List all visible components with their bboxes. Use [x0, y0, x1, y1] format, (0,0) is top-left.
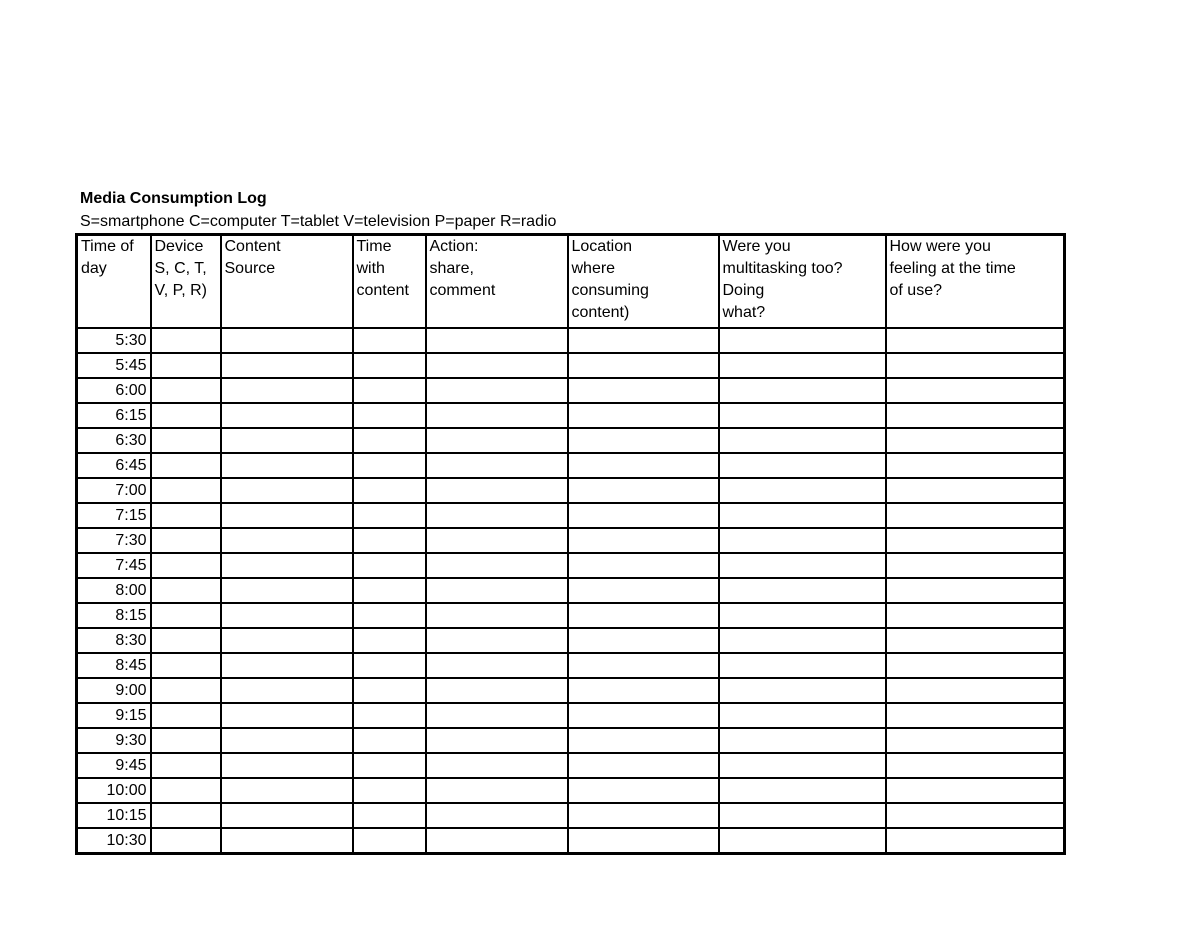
table-row — [77, 678, 1065, 703]
page-title: Media Consumption Log — [80, 190, 267, 207]
table-row — [77, 553, 1065, 578]
multitasking-cell[interactable] — [719, 628, 886, 653]
device-cell[interactable] — [151, 728, 221, 753]
time-cell: 9:45 — [77, 753, 151, 778]
multitasking-cell[interactable] — [719, 703, 886, 728]
header-row — [77, 235, 1065, 329]
action-cell[interactable] — [426, 353, 568, 378]
action-cell[interactable] — [426, 428, 568, 453]
time-cell: 7:30 — [77, 528, 151, 553]
device-cell[interactable] — [151, 653, 221, 678]
source-cell[interactable] — [221, 553, 353, 578]
feeling-cell[interactable] — [886, 653, 1065, 678]
device-cell[interactable] — [151, 753, 221, 778]
source-cell[interactable] — [221, 328, 353, 353]
multitasking-cell[interactable] — [719, 553, 886, 578]
action-cell[interactable] — [426, 803, 568, 828]
feeling-cell[interactable] — [886, 803, 1065, 828]
action-cell[interactable] — [426, 728, 568, 753]
action-cell[interactable] — [426, 528, 568, 553]
multitasking-cell[interactable] — [719, 653, 886, 678]
device-cell[interactable] — [151, 603, 221, 628]
multitasking-cell[interactable] — [719, 478, 886, 503]
location-cell[interactable] — [568, 428, 719, 453]
table-row — [77, 328, 1065, 353]
action-cell[interactable] — [426, 503, 568, 528]
duration-cell[interactable] — [353, 653, 426, 678]
time-cell: 8:30 — [77, 628, 151, 653]
feeling-cell[interactable] — [886, 453, 1065, 478]
multitasking-cell[interactable] — [719, 828, 886, 854]
source-cell[interactable] — [221, 478, 353, 503]
duration-cell[interactable] — [353, 578, 426, 603]
location-cell[interactable] — [568, 503, 719, 528]
table-row — [77, 778, 1065, 803]
feeling-cell[interactable] — [886, 528, 1065, 553]
duration-cell[interactable] — [353, 628, 426, 653]
source-cell[interactable] — [221, 778, 353, 803]
source-cell[interactable] — [221, 428, 353, 453]
time-cell: 9:00 — [77, 678, 151, 703]
time-cell: 7:15 — [77, 503, 151, 528]
duration-cell[interactable] — [353, 753, 426, 778]
feeling-cell[interactable] — [886, 353, 1065, 378]
action-cell[interactable] — [426, 553, 568, 578]
duration-cell[interactable] — [353, 828, 426, 854]
multitasking-cell[interactable] — [719, 403, 886, 428]
table-row — [77, 453, 1065, 478]
action-cell[interactable] — [426, 578, 568, 603]
feeling-cell[interactable] — [886, 378, 1065, 403]
duration-cell[interactable] — [353, 778, 426, 803]
duration-cell[interactable] — [353, 353, 426, 378]
table-row — [77, 378, 1065, 403]
time-cell: 8:15 — [77, 603, 151, 628]
action-cell[interactable] — [426, 628, 568, 653]
feeling-cell[interactable] — [886, 503, 1065, 528]
duration-cell[interactable] — [353, 528, 426, 553]
location-cell[interactable] — [568, 603, 719, 628]
device-cell[interactable] — [151, 803, 221, 828]
location-cell[interactable] — [568, 353, 719, 378]
duration-cell[interactable] — [353, 478, 426, 503]
device-cell[interactable] — [151, 453, 221, 478]
duration-cell[interactable] — [353, 403, 426, 428]
duration-cell[interactable] — [353, 503, 426, 528]
location-cell[interactable] — [568, 478, 719, 503]
table-row — [77, 653, 1065, 678]
location-cell[interactable] — [568, 728, 719, 753]
time-cell: 10:15 — [77, 803, 151, 828]
col-location: Location where consuming content) — [568, 235, 719, 329]
table-row — [77, 353, 1065, 378]
location-cell[interactable] — [568, 378, 719, 403]
table-row — [77, 828, 1065, 854]
multitasking-cell[interactable] — [719, 753, 886, 778]
location-cell[interactable] — [568, 703, 719, 728]
action-cell[interactable] — [426, 828, 568, 854]
table-row — [77, 603, 1065, 628]
source-cell[interactable] — [221, 828, 353, 854]
time-cell: 10:00 — [77, 778, 151, 803]
device-cell[interactable] — [151, 328, 221, 353]
source-cell[interactable] — [221, 378, 353, 403]
duration-cell[interactable] — [353, 453, 426, 478]
location-cell[interactable] — [568, 328, 719, 353]
device-cell[interactable] — [151, 678, 221, 703]
location-cell[interactable] — [568, 828, 719, 854]
device-cell[interactable] — [151, 403, 221, 428]
feeling-cell[interactable] — [886, 603, 1065, 628]
multitasking-cell[interactable] — [719, 778, 886, 803]
source-cell[interactable] — [221, 603, 353, 628]
feeling-cell[interactable] — [886, 403, 1065, 428]
log-body — [77, 328, 1065, 854]
source-cell[interactable] — [221, 578, 353, 603]
time-cell: 9:30 — [77, 728, 151, 753]
table-row — [77, 803, 1065, 828]
table-row — [77, 478, 1065, 503]
feeling-cell[interactable] — [886, 328, 1065, 353]
duration-cell[interactable] — [353, 703, 426, 728]
action-cell[interactable] — [426, 378, 568, 403]
source-cell[interactable] — [221, 353, 353, 378]
source-cell[interactable] — [221, 628, 353, 653]
feeling-cell[interactable] — [886, 553, 1065, 578]
time-cell: 6:45 — [77, 453, 151, 478]
table-row — [77, 628, 1065, 653]
time-cell: 5:30 — [77, 328, 151, 353]
source-cell[interactable] — [221, 453, 353, 478]
action-cell[interactable] — [426, 703, 568, 728]
action-cell[interactable] — [426, 328, 568, 353]
duration-cell[interactable] — [353, 728, 426, 753]
time-cell: 6:15 — [77, 403, 151, 428]
device-cell[interactable] — [151, 428, 221, 453]
duration-cell[interactable] — [353, 553, 426, 578]
action-cell[interactable] — [426, 753, 568, 778]
feeling-cell[interactable] — [886, 678, 1065, 703]
source-cell[interactable] — [221, 528, 353, 553]
time-cell: 6:00 — [77, 378, 151, 403]
table-row — [77, 753, 1065, 778]
multitasking-cell[interactable] — [719, 803, 886, 828]
action-cell[interactable] — [426, 453, 568, 478]
device-cell[interactable] — [151, 778, 221, 803]
time-cell: 6:30 — [77, 428, 151, 453]
source-cell[interactable] — [221, 403, 353, 428]
multitasking-cell[interactable] — [719, 678, 886, 703]
table-row — [77, 428, 1065, 453]
location-cell[interactable] — [568, 528, 719, 553]
source-cell[interactable] — [221, 753, 353, 778]
multitasking-cell[interactable] — [719, 603, 886, 628]
action-cell[interactable] — [426, 778, 568, 803]
multitasking-cell[interactable] — [719, 578, 886, 603]
location-cell[interactable] — [568, 403, 719, 428]
device-cell[interactable] — [151, 503, 221, 528]
time-cell: 8:45 — [77, 653, 151, 678]
multitasking-cell[interactable] — [719, 378, 886, 403]
col-multitasking: Were you multitasking too? Doing what? — [719, 235, 886, 329]
duration-cell[interactable] — [353, 603, 426, 628]
location-cell[interactable] — [568, 653, 719, 678]
feeling-cell[interactable] — [886, 628, 1065, 653]
time-cell: 9:15 — [77, 703, 151, 728]
feeling-cell[interactable] — [886, 778, 1065, 803]
device-cell[interactable] — [151, 553, 221, 578]
location-cell[interactable] — [568, 453, 719, 478]
feeling-cell[interactable] — [886, 728, 1065, 753]
time-cell: 7:45 — [77, 553, 151, 578]
duration-cell[interactable] — [353, 328, 426, 353]
time-cell: 7:00 — [77, 478, 151, 503]
action-cell[interactable] — [426, 403, 568, 428]
location-cell[interactable] — [568, 628, 719, 653]
device-cell[interactable] — [151, 378, 221, 403]
feeling-cell[interactable] — [886, 428, 1065, 453]
device-cell[interactable] — [151, 828, 221, 854]
device-cell[interactable] — [151, 578, 221, 603]
col-content-source: Content Source — [221, 235, 353, 329]
device-cell[interactable] — [151, 528, 221, 553]
duration-cell[interactable] — [353, 378, 426, 403]
device-cell[interactable] — [151, 628, 221, 653]
feeling-cell[interactable] — [886, 578, 1065, 603]
location-cell[interactable] — [568, 803, 719, 828]
action-cell[interactable] — [426, 603, 568, 628]
time-cell: 8:00 — [77, 578, 151, 603]
table-row — [77, 503, 1065, 528]
duration-cell[interactable] — [353, 803, 426, 828]
table-row — [77, 703, 1065, 728]
multitasking-cell[interactable] — [719, 453, 886, 478]
duration-cell[interactable] — [353, 678, 426, 703]
device-cell[interactable] — [151, 703, 221, 728]
time-cell: 10:30 — [77, 828, 151, 854]
source-cell[interactable] — [221, 678, 353, 703]
device-cell[interactable] — [151, 478, 221, 503]
action-cell[interactable] — [426, 653, 568, 678]
col-time-with-content: Time with content — [353, 235, 426, 329]
multitasking-cell[interactable] — [719, 428, 886, 453]
media-log-table — [75, 233, 1066, 855]
location-cell[interactable] — [568, 578, 719, 603]
location-cell[interactable] — [568, 753, 719, 778]
feeling-cell[interactable] — [886, 478, 1065, 503]
multitasking-cell[interactable] — [719, 528, 886, 553]
device-legend: S=smartphone C=computer T=tablet V=television P=paper R=radio — [80, 213, 557, 230]
action-cell[interactable] — [426, 678, 568, 703]
source-cell[interactable] — [221, 803, 353, 828]
col-time-of-day: Time of day — [77, 235, 151, 329]
multitasking-cell[interactable] — [719, 728, 886, 753]
source-cell[interactable] — [221, 703, 353, 728]
source-cell[interactable] — [221, 503, 353, 528]
table-row — [77, 528, 1065, 553]
device-cell[interactable] — [151, 353, 221, 378]
feeling-cell[interactable] — [886, 828, 1065, 854]
table-row — [77, 403, 1065, 428]
duration-cell[interactable] — [353, 428, 426, 453]
location-cell[interactable] — [568, 678, 719, 703]
table-row — [77, 728, 1065, 753]
multitasking-cell[interactable] — [719, 353, 886, 378]
time-cell: 5:45 — [77, 353, 151, 378]
source-cell[interactable] — [221, 653, 353, 678]
col-device: Device S, C, T, V, P, R) — [151, 235, 221, 329]
table-row — [77, 578, 1065, 603]
source-cell[interactable] — [221, 728, 353, 753]
col-action: Action: share, comment — [426, 235, 568, 329]
location-cell[interactable] — [568, 553, 719, 578]
multitasking-cell[interactable] — [719, 328, 886, 353]
action-cell[interactable] — [426, 478, 568, 503]
col-feeling: How were you feeling at the time of use? — [886, 235, 1065, 329]
multitasking-cell[interactable] — [719, 503, 886, 528]
feeling-cell[interactable] — [886, 753, 1065, 778]
location-cell[interactable] — [568, 778, 719, 803]
feeling-cell[interactable] — [886, 703, 1065, 728]
